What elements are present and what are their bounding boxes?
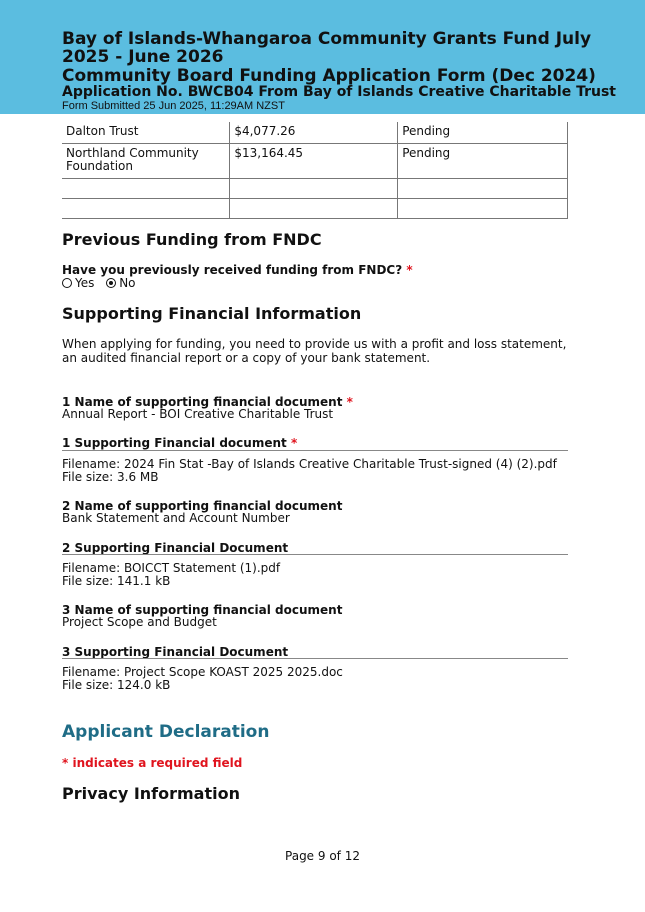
table-cell: Northland Community Foundation [62, 144, 230, 179]
submitted-timestamp: Form Submitted 25 Jun 2025, 11:29AM NZST [62, 100, 285, 112]
doc3-name-label: 3 Name of supporting financial document [62, 603, 343, 617]
divider [62, 450, 568, 451]
supporting-intro: When applying for funding, you need to provide us with a profit and loss statement, an audited financial report or a copy of your bank statement. [62, 337, 567, 365]
doc3-file-label: 3 Supporting Financial Document [62, 645, 289, 659]
divider [62, 658, 568, 659]
doc1-filename: Filename: 2024 Fin Stat -Bay of Islands Creative Charitable Trust-signed (4) (2).pdf [62, 457, 557, 471]
page-header [0, 0, 645, 114]
required-marker: * [290, 436, 298, 450]
doc1-filesize: File size: 3.6 MB [62, 470, 159, 484]
table-cell [62, 199, 230, 219]
radio-yes-label: Yes [75, 276, 95, 290]
label-text: 1 Supporting Financial document [62, 436, 287, 450]
doc2-filesize: File size: 141.1 kB [62, 574, 171, 588]
question-text: Have you previously received funding from FNDC? [62, 263, 403, 277]
required-marker: * [406, 263, 413, 277]
doc2-name-label: 2 Name of supporting financial document [62, 499, 343, 513]
required-marker: * [346, 395, 353, 409]
table-cell: Pending [398, 144, 568, 179]
doc2-name-value: Bank Statement and Account Number [62, 511, 290, 525]
radio-icon [62, 278, 72, 288]
table-cell: Pending [398, 122, 568, 144]
page-number: Page 9 of 12 [285, 849, 360, 863]
previous-funding-heading: Previous Funding from FNDC [62, 230, 322, 249]
applicant-declaration-heading: Applicant Declaration [62, 722, 270, 742]
table-cell: $4,077.26 [230, 122, 398, 144]
form-subtitle: Community Board Funding Application Form (Dec 2024) [62, 66, 596, 86]
doc2-file-label: 2 Supporting Financial Document [62, 541, 289, 555]
previous-funding-question [62, 263, 413, 277]
table-cell [62, 179, 230, 199]
table-cell [398, 179, 568, 199]
form-title: Bay of Islands-Whangaroa Community Grants Fund July 2025 - June 2026 [62, 29, 592, 67]
other-funding-table [62, 122, 568, 219]
required-field-note: * indicates a required field [62, 756, 243, 770]
table-row [62, 122, 568, 144]
doc3-filesize: File size: 124.0 kB [62, 678, 171, 692]
supporting-financial-heading: Supporting Financial Information [62, 304, 362, 323]
radio-selected-icon [106, 278, 116, 288]
label-text: 1 Name of supporting financial document [62, 395, 343, 409]
doc2-filename: Filename: BOICCT Statement (1).pdf [62, 561, 281, 575]
divider [62, 554, 568, 555]
privacy-heading: Privacy Information [62, 784, 240, 803]
doc1-file-label [62, 436, 297, 450]
table-cell: Dalton Trust [62, 122, 230, 144]
radio-yes[interactable] [62, 276, 94, 290]
table-cell [230, 199, 398, 219]
radio-no-label: No [119, 276, 136, 290]
radio-no[interactable] [106, 276, 135, 290]
doc3-filename: Filename: Project Scope KOAST 2025 2025.doc [62, 665, 343, 679]
previous-funding-options [62, 277, 136, 290]
table-cell: $13,164.45 [230, 144, 398, 179]
doc3-name-value: Project Scope and Budget [62, 615, 217, 629]
table-row [62, 179, 568, 199]
doc1-name-value: Annual Report - BOI Creative Charitable Trust [62, 407, 334, 421]
table-cell [230, 179, 398, 199]
table-cell [398, 199, 568, 219]
application-number: Application No. BWCB04 From Bay of Islands Creative Charitable Trust [62, 84, 616, 100]
table-row [62, 199, 568, 219]
table-row [62, 144, 568, 179]
